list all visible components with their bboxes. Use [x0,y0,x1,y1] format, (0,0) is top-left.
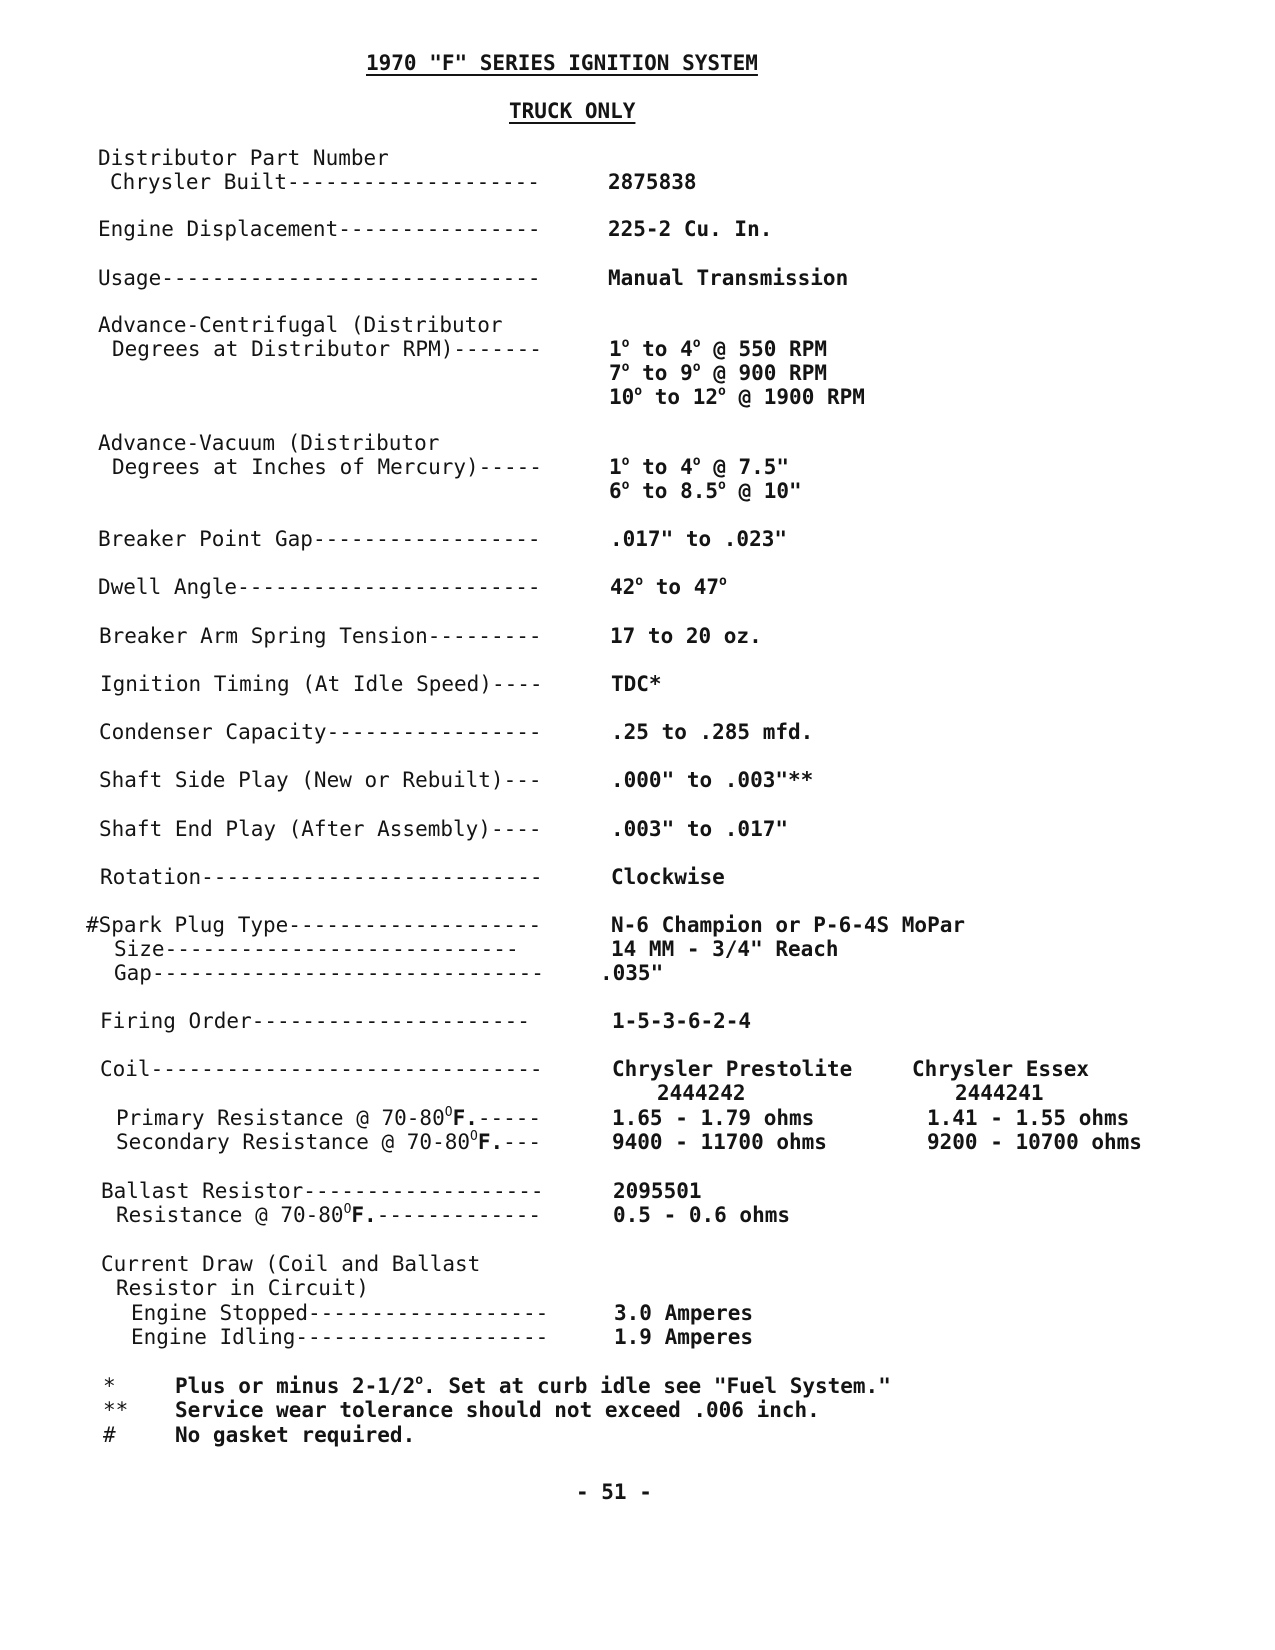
displacement-value: 225-2 Cu. In. [608,217,773,241]
coil-label: Coil------------------------------- [100,1057,543,1081]
ballast-label: Ballast Resistor------------------- [101,1179,544,1203]
timing-label: Ignition Timing (At Idle Speed)---- [100,672,543,696]
distributor-label: Distributor Part Number [98,146,389,170]
centrifugal-label: Advance-Centrifugal (Distributor [98,313,503,337]
ballast-value: 2095501 [613,1179,702,1203]
spark-plug-value: N-6 Champion or P-6-4S MoPar [611,913,966,937]
distributor-sub-label: Chrysler Built-------------------- [110,170,540,194]
coil-col2-name: Chrysler Essex [912,1057,1090,1081]
dwell-value: 42$^o$ to 47$^o$ [610,574,727,599]
spring-tension-value: 17 to 20 oz. [610,624,762,648]
vacuum-value-2: 6$^o$ to 8.5$^o$ @ 10" [609,478,802,503]
spark-plug-size-value: 14 MM - 3/4" Reach [611,937,839,961]
centrifugal-value-1: 1$^o$ to 4$^o$ @ 550 RPM [609,336,827,361]
condenser-label: Condenser Capacity----------------- [99,720,542,744]
footnote-text: No gasket required. [175,1423,416,1447]
current-draw-label-2: Resistor in Circuit) [116,1276,369,1300]
side-play-label: Shaft Side Play (New or Rebuilt)--- [99,768,542,792]
coil-col2-part: 2444241 [955,1081,1044,1105]
centrifugal-value-3: 10$^o$ to 12$^o$ @ 1900 RPM [609,384,865,409]
displacement-label: Engine Displacement---------------- [98,217,541,241]
ballast-resistance-value: 0.5 - 0.6 ohms [613,1203,791,1227]
firing-order-value: 1-5-3-6-2-4 [612,1009,752,1033]
coil-primary-col1: 1.65 - 1.79 ohms [612,1106,815,1130]
spark-plug-label: #Spark Plug Type-------------------- [86,913,542,937]
point-gap-label: Breaker Point Gap------------------ [98,527,541,551]
footnote-text: Service wear tolerance should not exceed .006 inch. [175,1398,820,1422]
page-title: 1970 "F" SERIES IGNITION SYSTEM [366,51,758,75]
page-number: - 51 - [576,1480,652,1504]
ballast-resistance-label: Resistance @ $70-80^OF.-------------$ [116,1202,542,1227]
engine-stopped-value: 3.0 Amperes [614,1301,754,1325]
condenser-value: .25 to .285 mfd. [611,720,814,744]
coil-primary-label: Primary Resistance @ $70-80^OF.-----$ [116,1105,542,1130]
end-play-label: Shaft End Play (After Assembly)---- [99,817,542,841]
firing-order-label: Firing Order---------------------- [100,1009,530,1033]
engine-stopped-label: Engine Stopped------------------- [131,1301,549,1325]
spark-plug-gap-value: .035" [600,961,664,985]
footnote-text: Plus or minus 2-1/2$^o$. Set at curb idle see "Fuel System." [175,1373,891,1398]
spark-plug-gap-label: Gap------------------------------- [114,961,544,985]
engine-idling-label: Engine Idling-------------------- [131,1325,549,1349]
spring-tension-label: Breaker Arm Spring Tension--------- [99,624,542,648]
current-draw-label: Current Draw (Coil and Ballast [101,1252,481,1276]
footnote-mark: ** [103,1398,129,1422]
coil-secondary-label: Secondary Resistance @ $70-80^OF.---$ [116,1129,542,1154]
usage-value: Manual Transmission [608,266,849,290]
coil-secondary-col1: 9400 - 11700 ohms [612,1130,827,1154]
centrifugal-sub-label: Degrees at Distributor RPM)------- [112,337,542,361]
coil-secondary-col2: 9200 - 10700 ohms [927,1130,1142,1154]
coil-primary-col2: 1.41 - 1.55 ohms [927,1106,1130,1130]
footnote-mark: # [103,1423,116,1447]
usage-label: Usage------------------------------ [98,266,541,290]
side-play-value: .000" to .003"** [611,768,814,792]
point-gap-value: .017" to .023" [610,527,788,551]
coil-col1-name: Chrysler Prestolite [612,1057,853,1081]
vacuum-label: Advance-Vacuum (Distributor [98,431,440,455]
footnote-mark: * [103,1374,116,1398]
dwell-label: Dwell Angle------------------------ [98,575,541,599]
end-play-value: .003" to .017" [611,817,789,841]
coil-col1-part: 2444242 [657,1081,746,1105]
rotation-value: Clockwise [611,865,725,889]
vacuum-sub-label: Degrees at Inches of Mercury)----- [112,455,542,479]
distributor-value: 2875838 [608,170,697,194]
centrifugal-value-2: 7$^o$ to 9$^o$ @ 900 RPM [609,360,827,385]
spark-plug-size-label: Size---------------------------- [114,937,519,961]
rotation-label: Rotation--------------------------- [100,865,543,889]
page-subtitle: TRUCK ONLY [509,99,636,123]
engine-idling-value: 1.9 Amperes [614,1325,754,1349]
timing-value: TDC* [611,672,662,696]
vacuum-value-1: 1$^o$ to 4$^o$ @ 7.5" [609,454,790,479]
